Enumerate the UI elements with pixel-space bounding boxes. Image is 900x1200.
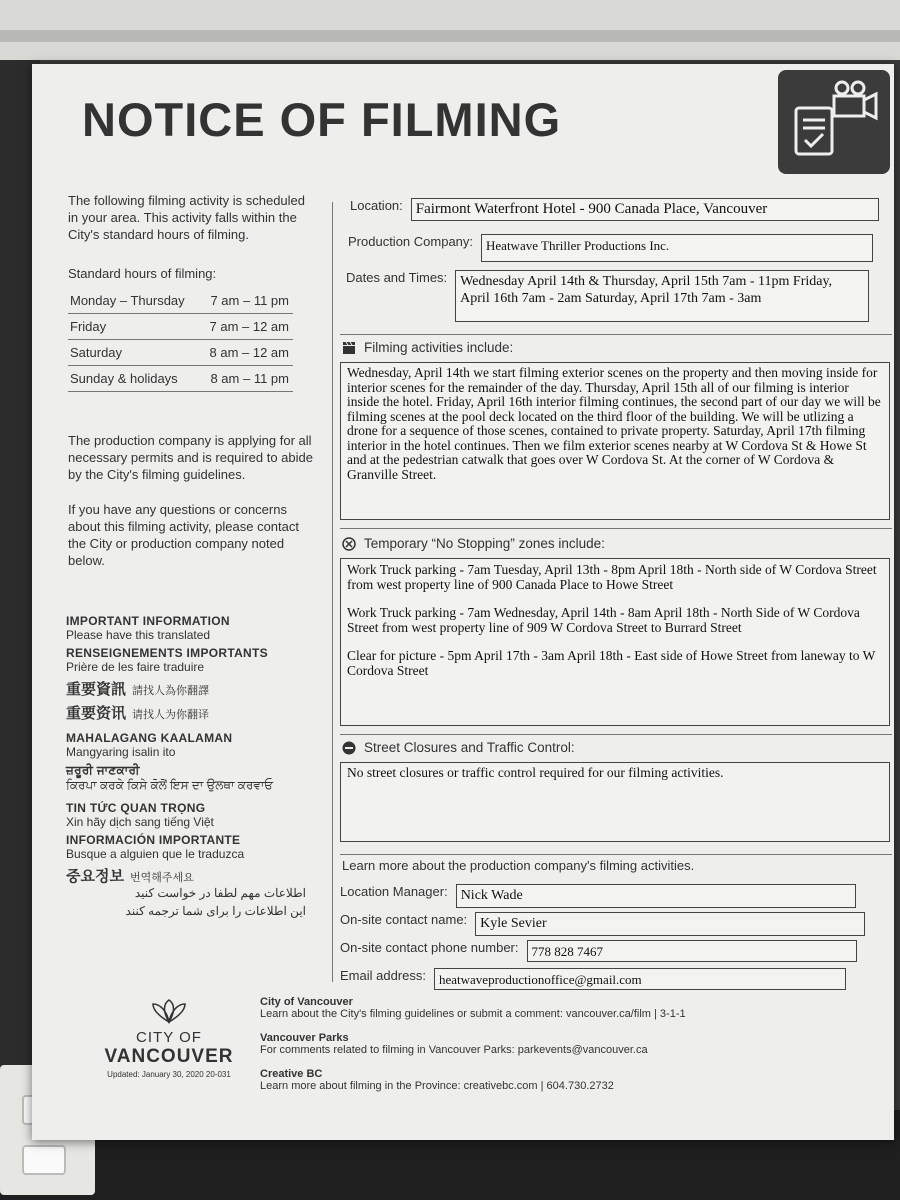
info-fa-1: اطلاعات مهم لطفا در خواست کنید	[134, 886, 306, 900]
filming-notice-paper	[32, 64, 894, 1140]
footer-parks-heading: Vancouver Parks	[260, 1032, 349, 1044]
footer-cbc-text: Learn more about filming in the Province: creativebc.com | 604.730.2732	[260, 1080, 614, 1092]
info-sub-es: Busque a alguien que le traduzca	[66, 847, 245, 861]
divider-line	[340, 734, 892, 735]
hours-day: Sunday & holidays	[70, 371, 178, 386]
no-stopping-zone: Clear for picture - 5pm April 17th - 3am April 18th - East side of Howe Street from laneway to W Cordova Street	[347, 648, 876, 678]
phone-value: 778 828 7467	[527, 940, 857, 962]
clapperboard-icon	[342, 341, 356, 355]
email-label: Email address:	[340, 968, 426, 983]
dates-label: Dates and Times:	[346, 270, 448, 285]
divider-line	[340, 334, 892, 335]
info-ko: 중요정보 번역해주세요	[66, 868, 194, 885]
footer-cbc-heading: Creative BC	[260, 1068, 323, 1080]
info-heading-tl: MAHALAGANG KAALAMAN	[66, 731, 233, 745]
hours-day: Monday – Thursday	[70, 293, 185, 308]
footer-parks	[260, 1032, 648, 1056]
hours-row	[68, 314, 293, 340]
flower-logo-icon	[139, 998, 199, 1024]
updated-date: Updated: January 30, 2020 20-031	[107, 1070, 231, 1079]
info-sub-fr: Prière de les faire traduire	[66, 660, 205, 674]
no-stopping-icon	[342, 537, 356, 551]
footer-cov-text: Learn about the City's filming guidelines or submit a comment: vancouver.ca/film | 3-1-1	[260, 1008, 686, 1020]
footer-cbc	[260, 1068, 614, 1092]
logo-vancouver-text: VANCOUVER	[104, 1046, 234, 1067]
hours-day: Saturday	[70, 345, 123, 360]
hours-row	[68, 366, 293, 392]
page-title: NOTICE OF FILMING	[82, 93, 562, 146]
phone-label: On-site contact phone number:	[340, 940, 519, 955]
no-stopping-heading	[342, 536, 605, 551]
column-divider	[332, 202, 333, 982]
hours-title: Standard hours of filming:	[68, 266, 217, 281]
activities-text: Wednesday, April 14th we start filming exterior scenes on the property and then moving inside for interior scenes for the remainder of the day. Thursday, April 15th all of our filming is interior inside the hotel. Friday, April 16th interior filming continues, the second part of our day we will be filming scenes at the pool deck located on the third floor of the building. We will be utlizing a drone for a sequence of those scenes, contained to private property. Saturday, April 17th filming interior in the hotel continues. Then we film exterior scenes nearby at W Cordova St & Howe St and at the pedestrian catwalk that goes over W Cordova St. At the corner of W Cordova & Granville Street.	[340, 362, 890, 520]
closures-text: No street closures or traffic control required for our filming activities.	[340, 762, 890, 842]
info-heading-pa: ਜ਼ਰੂਰੀ ਜਾਣਕਾਰੀ	[66, 763, 140, 777]
hours-day: Friday	[70, 319, 107, 334]
info-sub-tl: Mangyaring isalin ito	[66, 745, 176, 759]
no-stopping-zone: Work Truck parking - 7am Wednesday, April 14th - 8am April 18th - North Side of W Cordova Street from west property line of 909 W Cordova Street to Burrard Street	[347, 605, 860, 635]
info-sub-vi: Xin hãy dịch sang tiếng Việt	[66, 815, 214, 829]
company-label: Production Company:	[348, 234, 474, 249]
closures-heading-text: Street Closures and Traffic Control:	[364, 740, 575, 755]
onsite-label: On-site contact name:	[340, 912, 468, 927]
no-stopping-box	[340, 558, 890, 726]
company-value: Heatwave Thriller Productions Inc.	[481, 234, 873, 262]
wall-rail	[0, 30, 900, 42]
info-heading-vi: TIN TỨC QUAN TRỌNG	[66, 801, 206, 815]
city-of-vancouver-logo	[94, 998, 244, 1079]
footer-parks-text: For comments related to filming in Vancouver Parks: parkevents@vancouver.ca	[260, 1044, 648, 1056]
hours-row	[68, 288, 293, 314]
divider-line	[340, 854, 892, 855]
info-sub-pa: ਕਿਰਪਾ ਕਰਕੇ ਕਿਸੇ ਕੋਲੋਂ ਇਸ ਦਾ ਉਲਥਾ ਕਰਵਾਓ	[66, 778, 273, 792]
onsite-row	[340, 912, 865, 936]
info-heading-fr: RENSEIGNEMENTS IMPORTANTS	[66, 646, 268, 660]
location-row	[340, 198, 879, 221]
dates-row	[340, 270, 869, 322]
info-zh-traditional: 重要資訊 請找人為你翻譯	[66, 681, 210, 698]
hours-table	[68, 288, 318, 392]
location-value: Fairmont Waterfront Hotel - 900 Canada Place, Vancouver	[411, 198, 879, 221]
manager-value: Nick Wade	[456, 884, 856, 908]
no-stopping-zone: Work Truck parking - 7am Tuesday, April 13th - 8pm April 18th - North side of W Cordova Street from west property line of 900 Canada Place to Howe Street	[347, 562, 877, 592]
info-heading-es: INFORMACIÓN IMPORTANTE	[66, 833, 241, 847]
info-heading-en: IMPORTANT INFORMATION	[66, 614, 230, 628]
learn-more-text: Learn more about the production company's filming activities.	[342, 858, 695, 873]
company-row	[340, 234, 873, 262]
location-label: Location:	[350, 198, 403, 213]
hours-time: 7 am – 11 pm	[210, 293, 289, 308]
info-sub-en: Please have this translated	[66, 628, 211, 642]
hours-row	[68, 340, 293, 366]
questions-text: If you have any questions or concerns about this filming activity, please contact the City or production company noted below.	[68, 502, 299, 568]
road-closed-icon	[342, 741, 356, 755]
manager-label: Location Manager:	[340, 884, 448, 899]
permits-text: The production company is applying for all necessary permits and is required to abide by the City's filming guidelines.	[68, 433, 313, 482]
onsite-value: Kyle Sevier	[475, 912, 865, 936]
no-stopping-heading-text: Temporary “No Stopping” zones include:	[364, 536, 605, 551]
info-zh-simplified: 重要资讯 请找人为你翻译	[66, 705, 210, 722]
info-fa-2: این اطلاعات را برای شما ترجمه کنند	[125, 904, 306, 918]
hours-time: 8 am – 12 am	[209, 345, 289, 360]
footer	[32, 984, 894, 1134]
footer-cov-heading: City of Vancouver	[260, 996, 353, 1008]
closures-heading	[342, 740, 575, 755]
phone-row	[340, 940, 857, 962]
footer-cov	[260, 996, 686, 1020]
left-column	[68, 192, 318, 569]
divider-line	[340, 528, 892, 529]
filming-icon	[778, 70, 890, 174]
activities-heading	[342, 340, 513, 355]
intro-text: The following filming activity is scheduled in your area. This activity falls within the City's standard hours of filming.	[68, 193, 305, 242]
logo-city-text: CITY OF	[136, 1029, 202, 1046]
manager-row	[340, 884, 856, 908]
hours-time: 7 am – 12 am	[209, 319, 289, 334]
activities-heading-text: Filming activities include:	[364, 340, 514, 355]
dates-value: Wednesday April 14th & Thursday, April 15th 7am - 11pm Friday, April 16th 7am - 2am Saturday, April 17th 7am - 3am	[455, 270, 869, 322]
email-value: heatwaveproductionoffice@gmail.com	[434, 968, 846, 990]
hours-time: 8 am – 11 pm	[210, 371, 289, 386]
translation-block	[66, 610, 306, 922]
